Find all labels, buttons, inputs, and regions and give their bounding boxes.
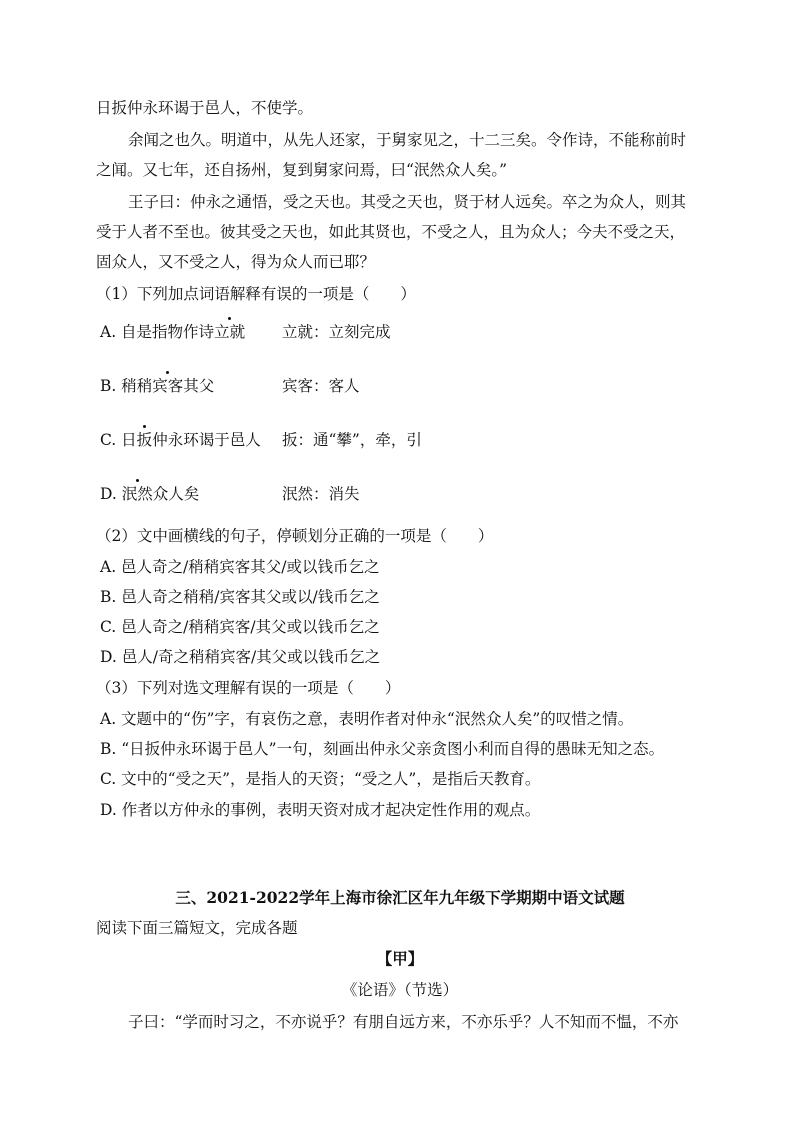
passage-line: 之闻。又七年，还自扬州，复到舅家问焉，曰“泯然众人矣。” — [96, 161, 508, 179]
q1-option-b-gloss: 宾客：客人 — [282, 377, 360, 395]
question-3-stem: （3）下列对选文理解有误的一项是（ ） — [96, 679, 401, 697]
q2-option-d: D. 邑人/奇之稍稍宾客/其父或以钱币乞之 — [100, 648, 381, 666]
passage-line: 日扳仲永环谒于邑人，不使学。 — [96, 99, 314, 117]
option-text: A. 自是指物作诗 — [100, 323, 215, 341]
dotted-word: 宾客 — [152, 377, 184, 395]
option-text: 仲永环谒于邑人 — [152, 431, 261, 449]
q1-option-d — [100, 484, 199, 504]
passage-line: 余闻之也久。明道中，从先人还家，于舅家见之，十二三矣。令作诗，不能称前时 — [128, 131, 687, 149]
q1-option-b — [100, 376, 214, 396]
part-label: 【甲】 — [376, 949, 424, 968]
q1-option-a-gloss: 立就：立刻完成 — [282, 323, 391, 341]
option-text: C. 日 — [100, 431, 137, 449]
q3-option-d: D. 作者以方仲永的事例，表明天资对成才起决定性作用的观点。 — [100, 801, 541, 819]
dotted-word: 泯然 — [121, 485, 153, 503]
option-text: 众人矣 — [152, 485, 200, 503]
q2-option-c: C. 邑人奇之/稍稍宾客/其父或以钱币乞之 — [100, 618, 380, 636]
passage-line: 子曰：“学而时习之，不亦说乎？有朋自远方来，不亦乐乎？人不知而不愠，不亦 — [128, 1013, 679, 1031]
passage-line: 受于人者不至也。彼其受之天也，如此其贤也，不受之人，且为众人；今夫不受之天， — [96, 223, 686, 241]
q2-option-b: B. 邑人奇之稍稍/宾客其父或以/钱币乞之 — [100, 588, 380, 606]
work-title: 《论语》（节选） — [341, 981, 459, 999]
section-heading: 三、2021-2022学年上海市徐汇区年九年级下学期期中语文试题 — [175, 888, 625, 907]
option-text: 其父 — [183, 377, 215, 395]
dotted-word: 扳 — [136, 431, 153, 449]
q1-option-c-gloss: 扳：通“攀”，牵，引 — [282, 431, 422, 449]
q1-option-d-gloss: 泯然：消失 — [282, 485, 360, 503]
q3-option-a: A. 文题中的“伤”字，有哀伤之意，表明作者对仲永“泯然众人矣”的叹惜之情。 — [100, 710, 634, 728]
q3-option-b: B. “日扳仲永环谒于邑人”一句，刻画出仲永父亲贪图小利而自得的愚昧无知之态。 — [100, 740, 665, 758]
dotted-word: 立就 — [214, 323, 246, 341]
q2-option-a: A. 邑人奇之/稍稍宾客其父/或以钱币乞之 — [100, 558, 380, 576]
option-text: D. — [100, 485, 122, 503]
q3-option-c: C. 文中的“受之天”，是指人的天资；“受之人”，是指后天教育。 — [100, 770, 541, 788]
question-2-stem: （2）文中画横线的句子，停顿划分正确的一项是（ ） — [96, 527, 494, 545]
passage-line: 王子曰：仲永之通悟，受之天也。其受之天也，贤于材人远矣。卒之为众人，则其 — [128, 193, 687, 211]
q1-option-c — [100, 430, 261, 450]
q1-option-a — [100, 322, 245, 342]
question-1-stem: （1）下列加点词语解释有误的一项是（ ） — [96, 285, 416, 303]
passage-line: 固众人，又不受之人，得为众人而已耶？ — [96, 253, 376, 271]
option-text: B. 稍稍 — [100, 377, 153, 395]
section-instruction: 阅读下面三篇短文，完成各题 — [96, 919, 298, 937]
